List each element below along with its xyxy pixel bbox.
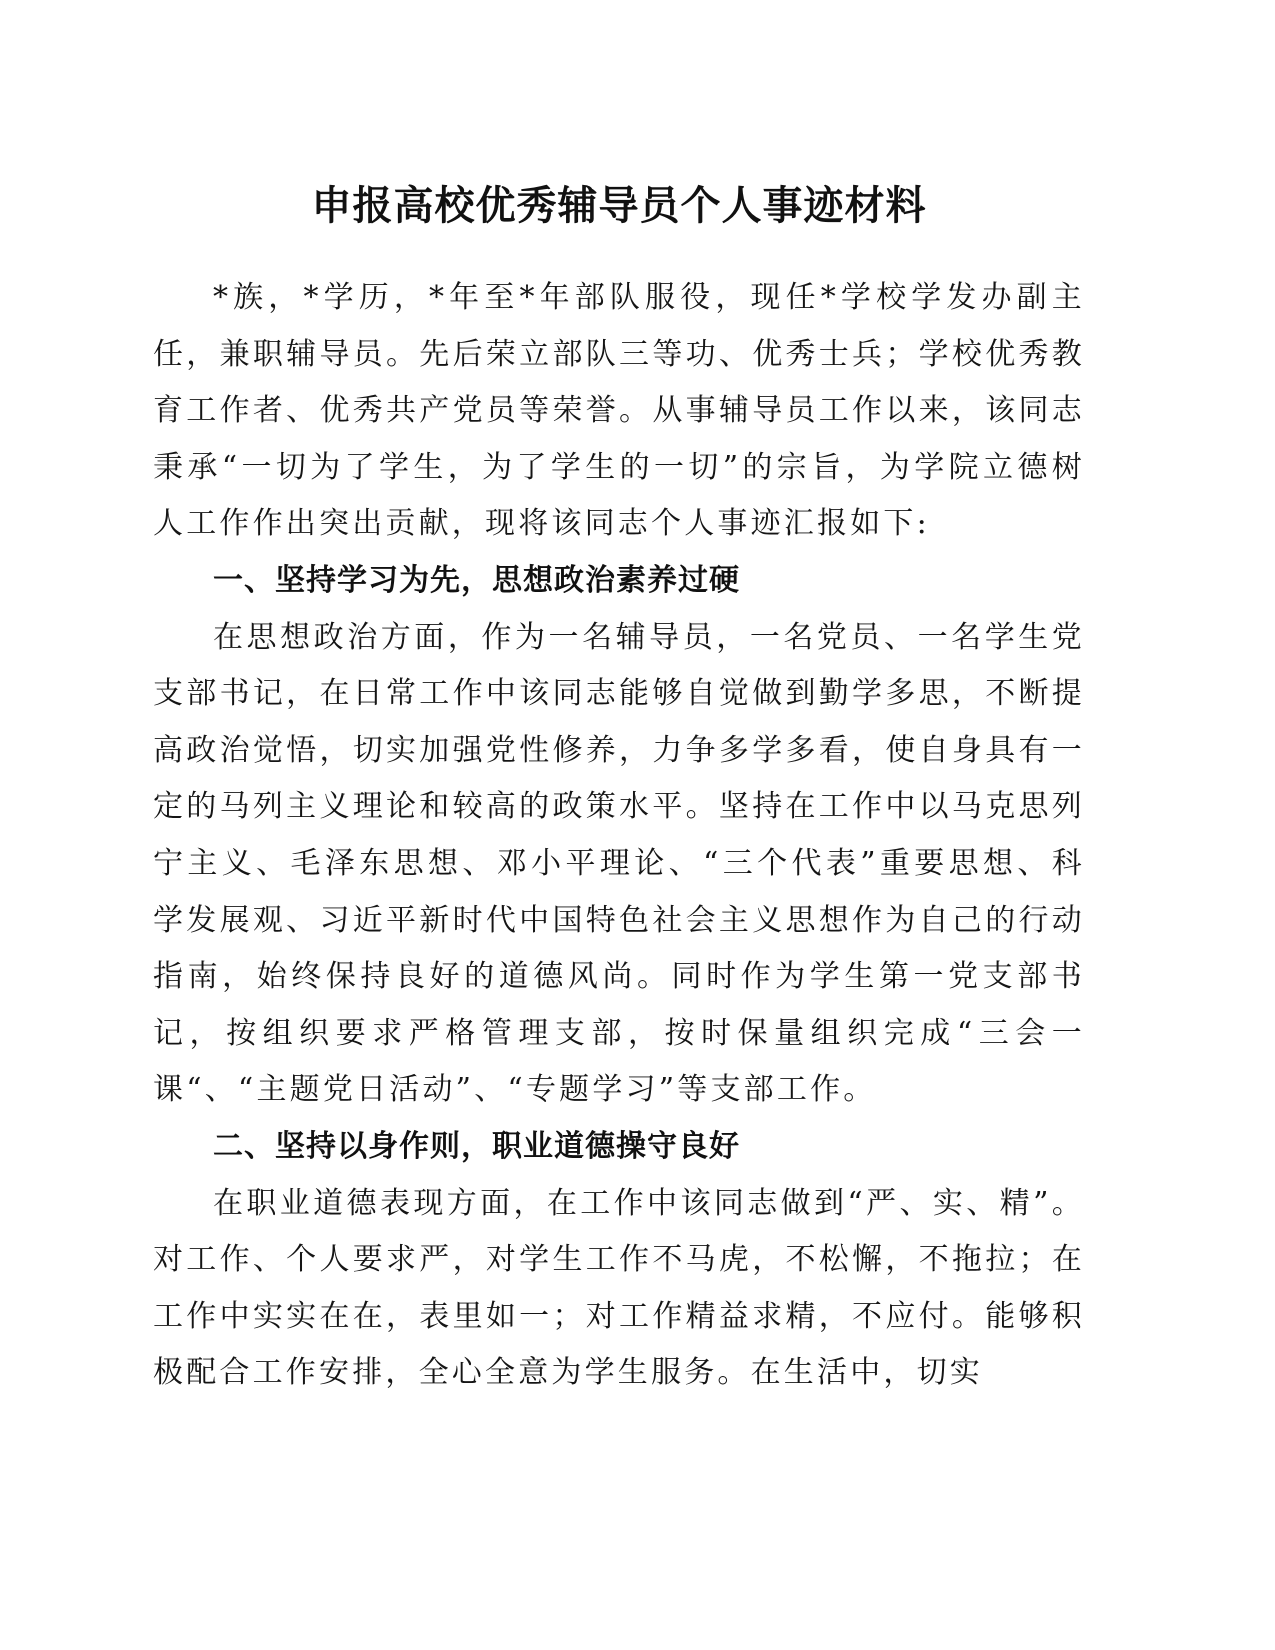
section-heading-2: 二、坚持以身作则，职业道德操守良好: [213, 1128, 740, 1164]
section-body-2: 在职业道德表现方面，在工作中该同志做到“严、实、精”。对工作、个人要求严，对学生工作不马虎，不松懈，不拖拉；在工作中实实在在，表里如一；对工作精益求精，不应付。能够积极配合工作安排，全心全意为学生服务。在生活中，切实: [153, 1185, 1085, 1391]
document-title: 申报高校优秀辅导员个人事迹材料: [311, 182, 927, 229]
intro-paragraph: *族，*学历，*年至*年部队服役，现任*学校学发办副主任，兼职辅导员。先后荣立部队三等功、优秀士兵；学校优秀教育工作者、优秀共产党员等荣誉。从事辅导员工作以来，该同志秉承“一切为了学生，为了学生的一切”的宗旨，为学院立德树人工作作出突出贡献，现将该同志个人事迹汇报如下:: [153, 280, 1085, 542]
section-body-1: 在思想政治方面，作为一名辅导员，一名党员、一名学生党支部书记，在日常工作中该同志能够自觉做到勤学多思，不断提高政治觉悟，切实加强党性修养，力争多学多看，使自身具有一定的马列主义理论和较高的政策水平。坚持在工作中以马克思列宁主义、毛泽东思想、邓小平理论、“三个代表”重要思想、科学发展观、习近平新时代中国特色社会主义思想作为自己的行动指南，始终保持良好的道德风尚。同时作为学生第一党支部书记，按组织要求严格管理支部，按时保量组织完成“三会一课“、“主题党日活动”、“专题学习”等支部工作。: [153, 619, 1085, 1108]
section-heading-1: 一、坚持学习为先，思想政治素养过硬: [213, 562, 740, 598]
document-content: [153, 170, 1085, 1402]
